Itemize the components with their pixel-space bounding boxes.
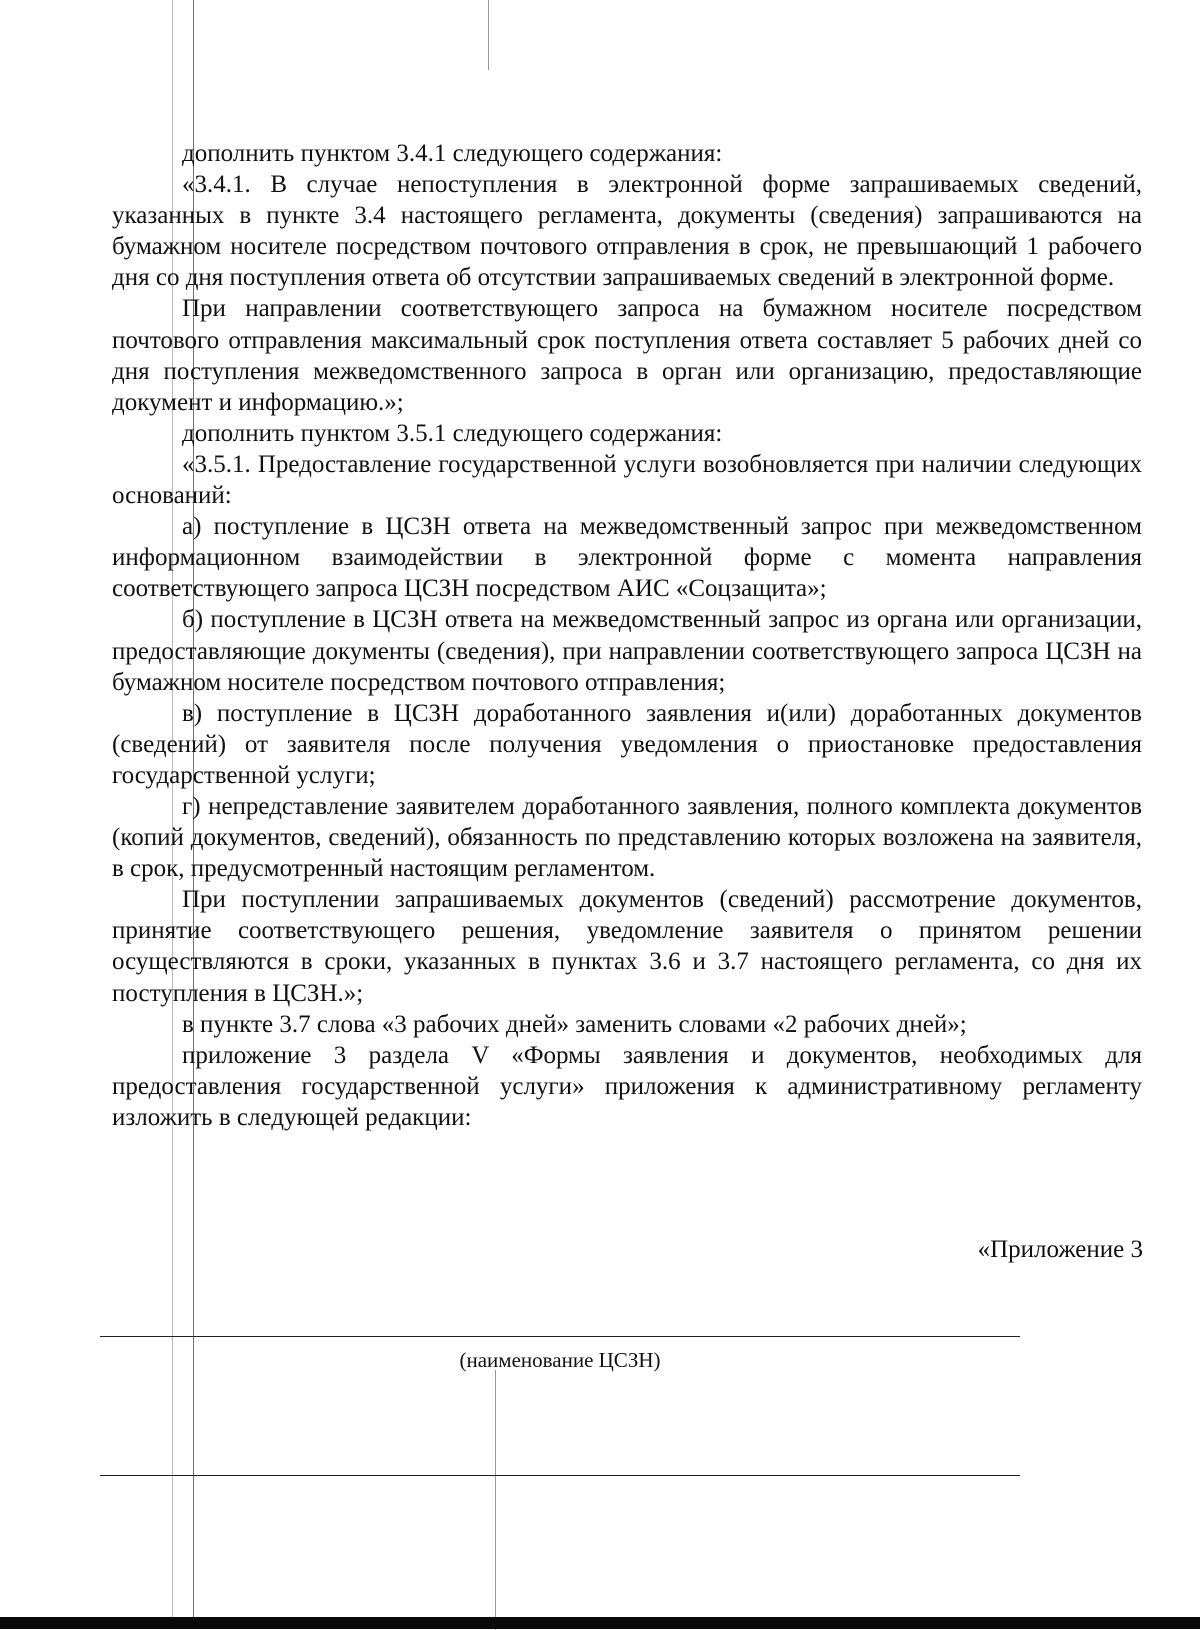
paragraph: б) поступление в ЦСЗН ответа на межведомственный запрос из органа или организации, предоставляющие документы (сведения), при направлении соответствующего запроса ЦСЗН на бумажном носителе посредством почтового отправления;	[112, 606, 1142, 696]
paragraph: При поступлении запрашиваемых документов (сведений) рассмотрение документов, принятие соответствующего решения, уведомление заявителя о принятом решении осуществляются в сроки, указанных в пунктах 3.6 и 3.7 настоящего регламента, со дня их поступления в ЦСЗН.»;	[112, 886, 1142, 1007]
paragraph: «3.5.1. Предоставление государственной услуги возобновляется при наличии следующих оснований:	[112, 450, 1142, 510]
scan-artifact-line	[495, 1370, 496, 1630]
paragraph: При направлении соответствующего запроса на бумажном носителе посредством почтового отправления максимальный срок поступления ответа составляет 5 рабочих дней со дня поступления межведомственного запроса в орган или организацию, предоставляющие документ и информацию.»;	[112, 295, 1142, 416]
field-caption: (наименование ЦСЗН)	[459, 1348, 661, 1372]
appendix-label: «Приложение 3	[977, 1236, 1143, 1263]
fill-in-line	[100, 1475, 1020, 1476]
paragraph: приложение 3 раздела V «Формы заявления и документов, необходимых для предоставления государственной услуги» приложения к административному регламенту изложить в следующей редакции:	[112, 1041, 1142, 1131]
paragraph: в пункте 3.7 слова «3 рабочих дней» заменить словами «2 рабочих дней»;	[182, 1010, 967, 1038]
paragraph: дополнить пунктом 3.4.1 следующего содержания:	[182, 140, 723, 167]
paragraph: а) поступление в ЦСЗН ответа на межведомственный запрос при межведомственном информационном взаимодействии в электронной форме с момента направления соответствующего запроса ЦСЗН посредством АИС «Соцзащита»;	[112, 513, 1142, 603]
fill-in-line	[100, 1336, 1020, 1337]
paragraph: дополнить пунктом 3.5.1 следующего содержания:	[182, 419, 723, 447]
paragraph: в) поступление в ЦСЗН доработанного заявления и(или) доработанных документов (сведений) от заявителя после получения уведомления о приостановке предоставления государственной услуги;	[112, 699, 1142, 789]
paragraph: г) непредставление заявителем доработанного заявления, полного комплекта документов (копий документов, сведений), обязанность по представлению которых возложена на заявителя, в срок, предусмотренный настоящим регламентом.	[112, 792, 1142, 883]
paragraph: «3.4.1. В случае непоступления в электронной форме запрашиваемых сведений, указанных в пункте 3.4 настоящего регламента, документы (сведения) запрашиваются на бумажном носителе посредством почтового отправления в срок, не превышающий 1 рабочего дня со дня поступления ответа об отсутствии запрашиваемых сведений в электронной форме.	[112, 171, 1142, 292]
scan-artifact-line	[488, 0, 489, 70]
scan-edge-bar	[0, 1617, 1200, 1629]
document-body	[112, 138, 1142, 1133]
